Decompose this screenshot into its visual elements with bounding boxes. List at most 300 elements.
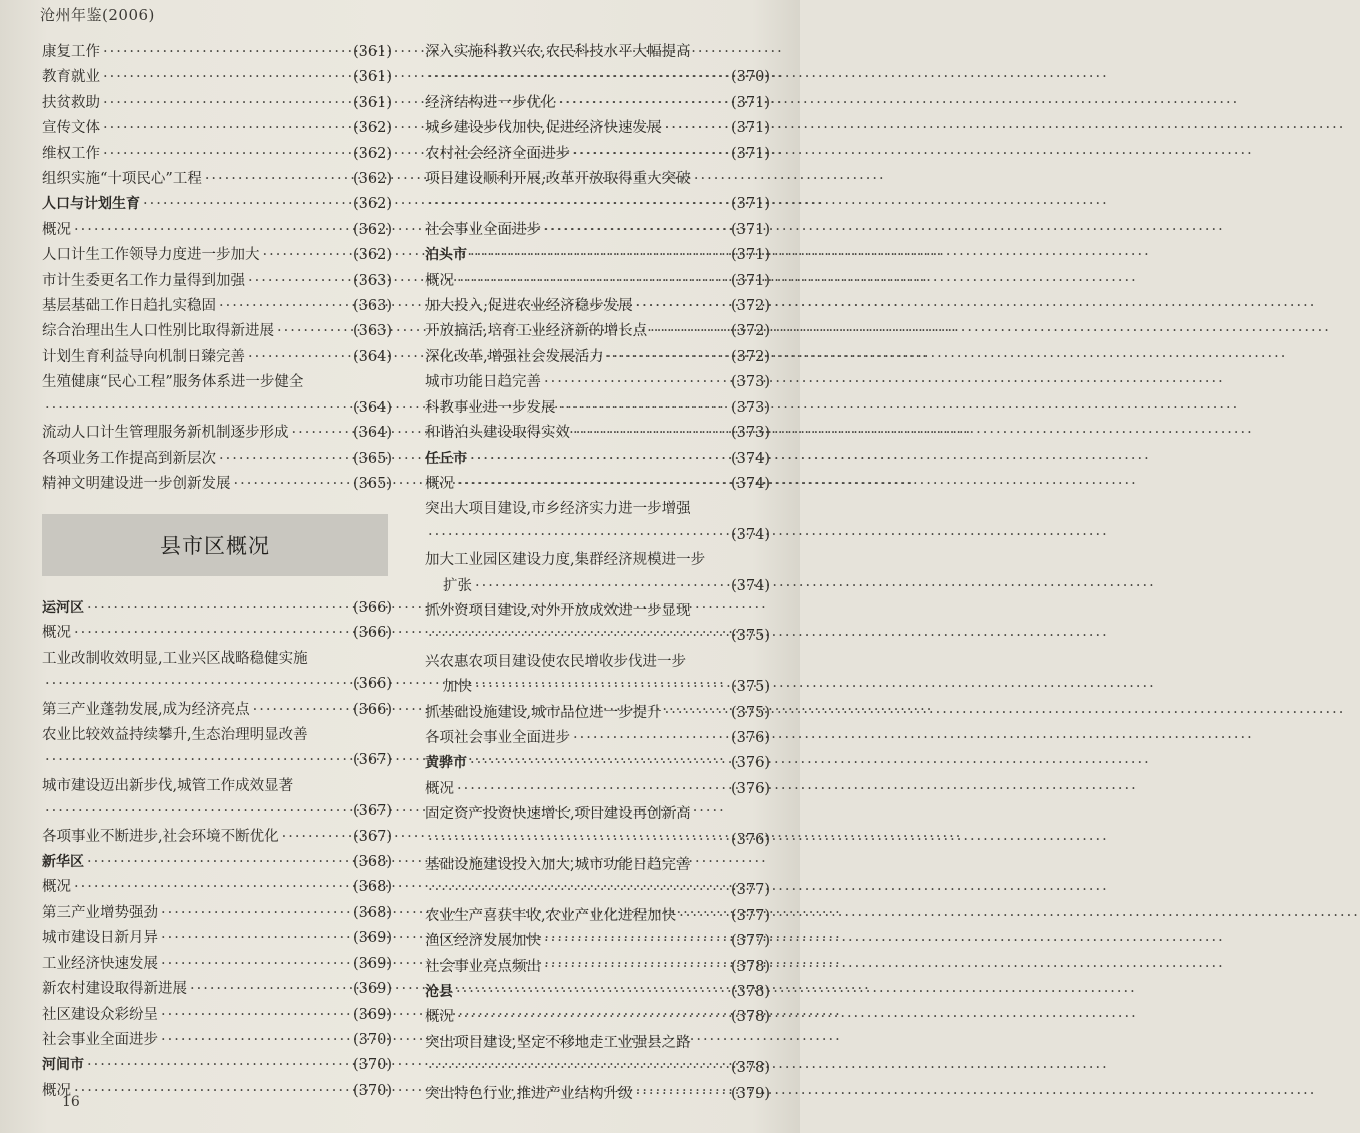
toc-entry-title: 基层基础工作日趋扎实稳固 [42, 298, 216, 315]
toc-page-ref: (369) [353, 930, 392, 947]
toc-entry-title: 各项社会事业全面进步 [425, 729, 570, 746]
dot-leader [84, 850, 353, 875]
toc-entry-title: 概况 [425, 475, 454, 492]
toc-entry [425, 421, 770, 446]
toc-entry [42, 269, 392, 294]
toc-entry-title: 开放搞活,培育工业经济新的增长点 [425, 323, 648, 340]
toc-entry-title: 综合治理出生人口性别比取得新进展 [42, 323, 274, 340]
toc-page-ref: (364) [353, 425, 392, 442]
toc-entry [425, 116, 770, 141]
toc-entry-line [425, 65, 770, 90]
dot-leader [633, 294, 731, 319]
toc-entry-title-continued: 扩张 [443, 577, 472, 594]
toc-entry-title: 概况 [42, 221, 71, 238]
toc-entry-line [42, 723, 392, 748]
toc-entry-line [425, 650, 770, 675]
toc-entry-title: 概况 [42, 625, 71, 642]
toc-entry-title: 流动人口计生管理服务新机制逐步形成 [42, 425, 289, 442]
dot-leader [274, 319, 353, 344]
toc-entry [42, 294, 392, 319]
toc-entry [425, 497, 770, 548]
toc-entry-title: 组织实施“十项民心”工程 [42, 171, 202, 188]
toc-entry-line [42, 1028, 392, 1053]
toc-entry [425, 650, 770, 701]
toc-entry [425, 802, 770, 853]
dot-leader [84, 1053, 353, 1078]
toc-entry-line [425, 1031, 770, 1056]
toc-entry-line [42, 142, 392, 167]
toc-entry-line [425, 929, 770, 954]
toc-heading-entry [42, 1053, 392, 1078]
toc-entry-line [425, 269, 770, 294]
toc-page-ref: (361) [353, 94, 392, 111]
dot-leader [202, 167, 353, 192]
toc-page-ref: (376) [731, 780, 770, 797]
toc-page-ref: (377) [731, 882, 770, 899]
toc-page-ref: (376) [731, 755, 770, 772]
dot-leader [425, 1056, 731, 1081]
toc-heading-entry [425, 751, 770, 776]
dot-leader [570, 421, 731, 446]
toc-entry-line [42, 167, 392, 192]
toc-entry-line [42, 901, 392, 926]
dot-leader [676, 904, 731, 929]
toc-page-ref: (361) [353, 69, 392, 86]
toc-entry-line [42, 294, 392, 319]
toc-entry-line [425, 574, 770, 599]
toc-entry-title: 黄骅市 [425, 755, 467, 772]
toc-entry-title: 生殖健康“民心工程”服务体系进一步健全 [42, 374, 304, 391]
toc-entry-line [425, 192, 770, 217]
toc-entry-title: 扶贫救助 [42, 94, 100, 111]
toc-entry-line [425, 675, 770, 700]
dot-leader [541, 955, 731, 980]
toc-page-ref: (371) [731, 196, 770, 213]
toc-entry-line [425, 523, 770, 548]
toc-page-ref: (367) [353, 752, 392, 769]
toc-entry-title: 社区建设众彩纷呈 [42, 1006, 158, 1023]
toc-entry-title: 深化改革,增强社会发展活力 [425, 348, 604, 365]
toc-entry-title: 突出特色行业,推进产业结构升级 [425, 1085, 633, 1102]
toc-entry-title: 基础设施建设投入加大,城市功能日趋完善 [425, 857, 691, 873]
toc-page-ref: (371) [731, 94, 770, 111]
toc-entry-line [42, 647, 392, 672]
toc-entry-line [425, 396, 770, 421]
toc-entry-title: 兴农惠农项目建设使农民增收步伐进一步 [425, 653, 686, 670]
toc-entry [425, 345, 770, 370]
toc-entry-title: 各项业务工作提高到新层次 [42, 450, 216, 467]
toc-entry-line [425, 777, 770, 802]
toc-entry-title: 概况 [425, 1009, 454, 1026]
toc-entry [425, 269, 770, 294]
toc-page-ref: (378) [731, 1060, 770, 1077]
toc-entry [42, 243, 392, 268]
dot-leader [158, 926, 353, 951]
dot-leader [100, 65, 353, 90]
dot-leader [231, 472, 354, 497]
toc-entry [42, 116, 392, 141]
toc-heading-entry [425, 980, 770, 1005]
toc-entry-line [42, 269, 392, 294]
toc-entry [425, 726, 770, 751]
toc-entry-line [42, 1003, 392, 1028]
toc-entry-title: 概况 [42, 879, 71, 896]
page-number: 16 [62, 1094, 80, 1110]
toc-page-ref: (372) [731, 323, 770, 340]
dot-leader [472, 675, 731, 700]
toc-page-ref: (364) [353, 348, 392, 365]
dot-leader [604, 345, 731, 370]
toc-entry-line [42, 850, 392, 875]
dot-leader [216, 447, 353, 472]
toc-entry-line [425, 701, 770, 726]
toc-entry [42, 319, 392, 344]
toc-entry [425, 701, 770, 726]
toc-entry-title: 抓基础设施建设,城市品位进一步提升 [425, 704, 662, 721]
toc-entry [42, 1003, 392, 1028]
toc-entry-line [425, 624, 770, 649]
toc-entry [42, 167, 392, 192]
toc-entry [42, 952, 392, 977]
toc-page-ref: (371) [731, 145, 770, 162]
toc-entry-title: 任丘市 [425, 450, 467, 467]
toc-entry-line [425, 599, 770, 624]
dot-leader [158, 901, 353, 926]
toc-entry-title: 人口计生工作领导力度进一步加大 [42, 247, 260, 264]
toc-entry-line [42, 825, 392, 850]
toc-entry [425, 1031, 770, 1082]
toc-entry-line [42, 319, 392, 344]
toc-page-ref: (370) [353, 1031, 392, 1048]
dot-leader [556, 91, 732, 116]
toc-entry-line [42, 421, 392, 446]
toc-entry-line [42, 926, 392, 951]
toc-entry-title: 经济结构进一步优化 [425, 94, 556, 111]
toc-page-ref: (374) [731, 526, 770, 543]
toc-entry-line [42, 596, 392, 621]
toc-page-ref: (378) [731, 984, 770, 1001]
toc-entry-line [425, 243, 770, 268]
toc-entry-line [42, 40, 392, 65]
dot-leader [71, 218, 353, 243]
toc-entry [42, 345, 392, 370]
toc-page-ref: (375) [731, 628, 770, 645]
section-title-box [42, 514, 388, 576]
toc-page-ref: (361) [353, 44, 392, 60]
toc-entry-line [425, 1005, 770, 1030]
toc-entry-line [42, 698, 392, 723]
toc-entry-line [42, 65, 392, 90]
toc-entry-title: 城市建设日新月异 [42, 930, 158, 947]
dot-leader [250, 698, 353, 723]
toc-left-column-bottom [42, 596, 392, 1104]
toc-entry-line [425, 497, 770, 522]
toc-entry-line [425, 116, 770, 141]
toc-entry-title: 突出项目建设,坚定不移地走工业强县之路 [425, 1034, 691, 1051]
toc-entry-line [42, 192, 392, 217]
toc-entry [425, 777, 770, 802]
toc-entry-title: 康复工作 [42, 44, 100, 60]
toc-page-ref: (377) [731, 907, 770, 924]
toc-entry [42, 421, 392, 446]
toc-entry [42, 723, 392, 774]
dot-leader [467, 243, 731, 268]
toc-entry-line [42, 621, 392, 646]
dot-leader [425, 624, 731, 649]
toc-page-ref: (365) [353, 475, 392, 492]
toc-page-ref: (362) [353, 247, 392, 264]
toc-entry-title: 社会事业亮点频出 [425, 958, 541, 975]
toc-entry [42, 926, 392, 951]
toc-entry [42, 218, 392, 243]
toc-page-ref: (374) [731, 577, 770, 594]
toc-page-ref: (368) [353, 879, 392, 896]
toc-entry-line [42, 977, 392, 1002]
running-header: 沧州年鉴(2006) [40, 6, 155, 24]
dot-leader [260, 243, 354, 268]
toc-entry-title: 深入实施科教兴农,农民科技水平大幅提高 [425, 44, 691, 60]
toc-page-ref: (367) [353, 828, 392, 845]
toc-entry-line [42, 952, 392, 977]
dot-leader [71, 875, 353, 900]
toc-entry-title: 抓外资项目建设,对外开放成效进一步显现 [425, 602, 691, 619]
toc-entry [42, 774, 392, 825]
toc-entry-title: 计划生育利益导向机制日臻完善 [42, 348, 245, 365]
toc-page-ref: (376) [731, 831, 770, 848]
toc-entry [425, 91, 770, 116]
toc-entry-line [42, 472, 392, 497]
dot-leader [454, 1005, 731, 1030]
toc-entry-title: 城市功能日趋完善 [425, 374, 541, 391]
toc-entry-line [42, 243, 392, 268]
toc-entry-title: 固定资产投资快速增长,项目建设再创新高 [425, 806, 691, 823]
toc-entry-title: 渔区经济发展加快 [425, 933, 541, 950]
dot-leader [100, 116, 353, 141]
dot-leader [425, 878, 731, 903]
toc-entry-line [425, 955, 770, 980]
dot-leader [187, 977, 353, 1002]
toc-page-ref: (376) [731, 729, 770, 746]
toc-heading-entry [425, 447, 770, 472]
toc-entry-line [425, 1056, 770, 1081]
dot-leader [158, 1028, 353, 1053]
toc-entry-title: 加大工业园区建设力度,集群经济规模进一步 [425, 552, 706, 569]
toc-entry-title: 项目建设顺利开展,改革开放取得重大突破 [425, 171, 691, 188]
toc-entry [425, 319, 770, 344]
toc-entry-line [425, 828, 770, 853]
toc-entry [42, 65, 392, 90]
toc-entry-line [425, 447, 770, 472]
toc-entry-line [425, 751, 770, 776]
toc-entry [42, 901, 392, 926]
toc-page-ref: (369) [353, 955, 392, 972]
toc-page-ref: (366) [353, 600, 392, 616]
toc-entry-line [425, 345, 770, 370]
toc-page-ref: (378) [731, 958, 770, 975]
toc-entry-line [42, 345, 392, 370]
toc-entry-line [425, 1082, 770, 1107]
toc-entry [425, 548, 770, 599]
dot-leader [216, 294, 353, 319]
toc-entry [42, 40, 392, 65]
toc-entry-title: 泊头市 [425, 247, 467, 264]
toc-entry-line [425, 370, 770, 395]
toc-right-column [425, 40, 770, 1107]
toc-page-ref: (366) [353, 676, 392, 693]
dot-leader [662, 116, 731, 141]
toc-page-ref: (374) [731, 450, 770, 467]
toc-heading-entry [42, 850, 392, 875]
toc-entry-line [42, 91, 392, 116]
toc-entry-title: 城市建设迈出新步伐,城管工作成效显著 [42, 777, 294, 794]
toc-page-ref: (374) [731, 475, 770, 492]
toc-entry-line [42, 447, 392, 472]
toc-entry-title: 市计生委更名工作力量得到加强 [42, 272, 245, 289]
toc-entry-line [425, 167, 770, 192]
toc-page-ref: (372) [731, 348, 770, 365]
dot-leader [245, 345, 353, 370]
dot-leader [42, 799, 353, 824]
toc-entry-title: 社会事业全面进步 [425, 221, 541, 238]
toc-entry [42, 621, 392, 646]
toc-entry-title: 概况 [425, 780, 454, 797]
toc-entry-title: 加大投入,促进农业经济稳步发展 [425, 298, 633, 315]
dot-leader [100, 142, 353, 167]
toc-entry [42, 91, 392, 116]
dot-leader [541, 929, 731, 954]
toc-entry-line [425, 548, 770, 573]
toc-entry-line [425, 91, 770, 116]
toc-entry [42, 142, 392, 167]
dot-leader [467, 751, 731, 776]
toc-heading-entry [42, 192, 392, 217]
toc-entry-line [42, 1079, 392, 1104]
toc-entry-title: 农村社会经济全面进步 [425, 145, 570, 162]
toc-entry-title: 河间市 [42, 1057, 84, 1074]
toc-entry-line [42, 799, 392, 824]
toc-page-ref: (377) [731, 933, 770, 950]
dot-leader [454, 472, 731, 497]
toc-entry-title: 工业经济快速发展 [42, 955, 158, 972]
toc-page-ref: (362) [353, 196, 392, 213]
toc-page-ref: (369) [353, 981, 392, 998]
dot-leader [289, 421, 354, 446]
toc-entry-title: 城乡建设步伐加快,促进经济快速发展 [425, 120, 662, 137]
toc-page-ref: (379) [731, 1085, 770, 1102]
dot-leader [245, 269, 353, 294]
toc-entry-title: 农业生产喜获丰收,农业产业化进程加快 [425, 907, 677, 924]
dot-leader [454, 777, 731, 802]
toc-entry-line [425, 472, 770, 497]
toc-page-ref: (371) [731, 247, 770, 264]
toc-page-ref: (372) [731, 298, 770, 315]
toc-entry-title: 维权工作 [42, 145, 100, 162]
toc-page-ref: (371) [731, 272, 770, 289]
toc-entry-title: 第三产业蓬勃发展,成为经济亮点 [42, 701, 250, 718]
toc-left-column-top [42, 40, 392, 497]
toc-entry [425, 396, 770, 421]
section-title: 县市区概况 [160, 534, 270, 558]
dot-leader [633, 1082, 731, 1107]
toc-entry [42, 1028, 392, 1053]
toc-heading-entry [425, 243, 770, 268]
dot-leader [647, 319, 731, 344]
toc-entry-line [42, 774, 392, 799]
dot-leader [71, 621, 353, 646]
dot-leader [42, 396, 353, 421]
toc-entry-line [42, 116, 392, 141]
toc-entry-line [425, 294, 770, 319]
toc-entry-title: 教育就业 [42, 69, 100, 86]
toc-page-ref: (365) [353, 450, 392, 467]
toc-page-ref: (370) [353, 1082, 392, 1099]
dot-leader [425, 828, 731, 853]
toc-page-ref: (368) [353, 904, 392, 921]
dot-leader [570, 726, 731, 751]
toc-page-ref: (367) [353, 803, 392, 820]
toc-entry [42, 698, 392, 723]
toc-entry-title: 宣传文体 [42, 120, 100, 137]
dot-leader [556, 396, 732, 421]
toc-entry-line [42, 1053, 392, 1078]
toc-page-ref: (363) [353, 323, 392, 340]
toc-entry-title: 新华区 [42, 854, 84, 871]
toc-page-ref: (373) [731, 425, 770, 442]
toc-entry [42, 875, 392, 900]
toc-entry-title: 和谐泊头建设取得实效 [425, 425, 570, 442]
toc-entry [42, 472, 392, 497]
dot-leader [42, 748, 353, 773]
toc-entry [425, 370, 770, 395]
toc-entry-title: 农业比较效益持续攀升,生态治理明显改善 [42, 727, 308, 744]
toc-entry [42, 825, 392, 850]
dot-leader [425, 65, 731, 90]
toc-page-ref: (378) [731, 1009, 770, 1026]
toc-page-ref: (368) [353, 854, 392, 871]
toc-page-ref: (362) [353, 120, 392, 137]
toc-entry [425, 1005, 770, 1030]
toc-entry [425, 929, 770, 954]
toc-page-ref: (373) [731, 399, 770, 416]
toc-entry-line [425, 802, 770, 827]
toc-entry-title: 第三产业增势强劲 [42, 904, 158, 921]
toc-entry [425, 955, 770, 980]
dot-leader [84, 596, 353, 621]
toc-entry-line [425, 421, 770, 446]
toc-page-ref: (375) [731, 679, 770, 696]
toc-entry-line [42, 370, 392, 395]
toc-entry [425, 904, 770, 929]
toc-entry [425, 142, 770, 167]
toc-page-ref: (364) [353, 399, 392, 416]
toc-entry-title: 社会事业全面进步 [42, 1031, 158, 1048]
toc-page-ref: (362) [353, 221, 392, 238]
dot-leader [100, 40, 353, 65]
dot-leader [453, 980, 731, 1005]
dot-leader [71, 1079, 353, 1104]
toc-entry-line [425, 142, 770, 167]
toc-entry-title: 运河区 [42, 600, 84, 616]
toc-page-ref: (362) [353, 145, 392, 162]
toc-entry-title: 各项事业不断进步,社会环境不断优化 [42, 828, 279, 845]
toc-entry-title: 新农村建设取得新进展 [42, 981, 187, 998]
toc-page-ref: (370) [353, 1057, 392, 1074]
toc-entry-line [42, 672, 392, 697]
toc-entry-title: 工业改制收效明显,工业兴区战略稳健实施 [42, 650, 308, 667]
dot-leader [472, 574, 731, 599]
toc-entry [425, 40, 770, 91]
toc-page-ref: (375) [731, 704, 770, 721]
